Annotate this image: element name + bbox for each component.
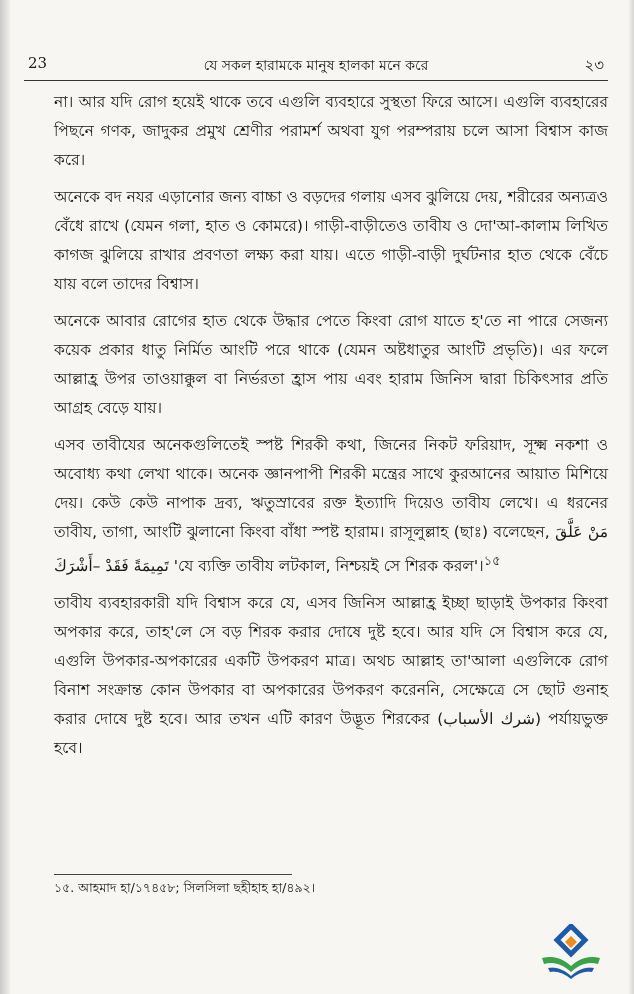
header-rule	[24, 80, 608, 81]
page-header	[24, 50, 608, 80]
paragraph-5-arabic: شرك الأسباب	[443, 710, 535, 729]
page-edge-left	[0, 0, 10, 994]
running-title: যে সকল হারামকে মানুষ হালকা মনে করে	[203, 58, 429, 74]
page-edge-right	[628, 0, 634, 994]
hadith-arabic-1: مَنْ عَلَّقَ تَمِيمَةً فَقَدْ	[105, 523, 609, 576]
footnote: ১৫. আহমাদ হা/১৭৪৫৮; সিলসিলা ছহীহাহ হা/৪৯২।	[54, 880, 316, 895]
publisher-logo-icon	[538, 924, 604, 980]
page-number-right: ২৩	[584, 56, 604, 74]
paragraph-4-text: এসব তাবীযের অনেকগুলিতেই স্পষ্ট শিরকী কথা, জিনের নিকট ফরিয়াদ, সূক্ষ্ম নকশা ও অবোধ্য কথা লেখা থাকে। অনেক জ্ঞানপাপী শিরকী মন্ত্রের সাথে কুরআনের আয়াত মিশিয়ে দেয়। কেউ কেউ নাপাক দ্রব্য, ঋতুস্রাবের রক্ত ইত্যাদি দিয়েও তাবীয লেখে। এ ধরনের তাবীয, তাগা, আংটি ঝুলানো কিংবা বাঁধা স্পষ্ট হারাম। রাসূলুল্লাহ (ছাঃ) বলেছেন,	[54, 436, 608, 541]
footnote-ref: ১৫	[483, 554, 501, 569]
paragraph-5-text-a: তাবীয ব্যবহারকারী যদি বিশ্বাস করে যে, এসব জিনিস আল্লাহ্র ইচ্ছা ছাড়াই উপকার কিংবা অপকার করে, তাহ'লে সে বড় শিরক করার দোষে দুষ্ট হবে। আর যদি সে বিশ্বাস করে যে, এগুলি উপকার-অপকারের একটি উপকরণ মাত্র। অথচ আল্লাহ তা'আলা এগুলিকে রোগ বিনাশ সংক্রান্ত কোন উপকার বা অপকারের উপকরণ করেননি, সেক্ষেত্রে সে ছোট গুনাহ করার দোষে দুষ্ট হবে। আর তখন এটি কারণ উদ্ভূত শিরকের (	[54, 594, 608, 729]
page-number-left: 23	[28, 54, 48, 72]
paragraph-3: অনেকে আবার রোগের হাত থেকে উদ্ধার পেতে কিংবা রোগ যাতে হ'তে না পারে সেজন্য কয়েক প্রকার ধাতু নির্মিত আংটি পরে থাকে (যেমন অষ্টধাতুর আংটি প্রভৃতি)। এর ফলে আল্লাহ্র উপর তাওয়াক্কুল বা নির্ভরতা হ্রাস পায় এবং হারাম জিনিস দ্বারা চিকিৎসার প্রতি আগ্রহ বেড়ে যায়।	[54, 312, 608, 417]
paragraph-1: না। আর যদি রোগ হয়েই থাকে তবে এগুলি ব্যবহারে সুস্থতা ফিরে আসে। এগুলি ব্যবহারের পিছনে গণক, জাদুকর প্রমুখ শ্রেণীর পরামর্শ অথবা যুগ পরম্পরায় চলে আসা বিশ্বাস কাজ করে।	[54, 93, 608, 169]
body-text	[54, 88, 608, 771]
paragraph-4: এসব তাবীযের অনেকগুলিতেই স্পষ্ট শিরকী কথা, জিনের নিকট ফরিয়াদ, সূক্ষ্ম নকশা ও অবোধ্য কথা লেখা থাকে। অনেক জ্ঞানপাপী শিরকী মন্ত্রের সাথে কুরআনের আয়াত মিশিয়ে দেয়। কেউ কেউ নাপাক দ্রব্য, ঋতুস্রাবের রক্ত ইত্যাদি দিয়েও তাবীয লেখে। এ ধরনের তাবীয, তাগা, আংটি ঝুলানো কিংবা বাঁধা স্পষ্ট হারাম। রাসূলুল্লাহ (ছাঃ) বলেছেন, مَنْ عَلَّقَ تَمِيمَةً فَقَدْ –أَشْرَكَ 'যে ব্যক্তি তাবীয লটকাল, নিশ্চয়ই সে শিরক করল'।$^{১৫}$	[54, 436, 609, 576]
hadith-arabic-2: أَشْرَكَ	[54, 557, 93, 576]
footnote-rule	[54, 874, 292, 875]
hadith-translation: 'যে ব্যক্তি তাবীয লটকাল, নিশ্চয়ই সে শিরক করল'।	[173, 557, 484, 576]
paragraph-5-text-b: ) পর্যায়ভুক্ত হবে।	[54, 710, 608, 758]
paragraph-5	[54, 589, 608, 763]
paragraph-2: অনেকে বদ নযর এড়ানোর জন্য বাচ্চা ও বড়দের গলায় এসব ঝুলিয়ে দেয়, শরীরের অন্যত্রও বেঁধে রাখে (যেমন গলা, হাত ও কোমরে)। গাড়ী-বাড়ীতেও তাবীয ও দো'আ-কালাম লিখিত কাগজ ঝুলিয়ে রাখার প্রবণতা লক্ষ্য করা যায়। এতে গাড়ী-বাড়ী দুর্ঘটনার হাত থেকে বেঁচে যায় বলে তাদের বিশ্বাস।	[54, 188, 608, 293]
